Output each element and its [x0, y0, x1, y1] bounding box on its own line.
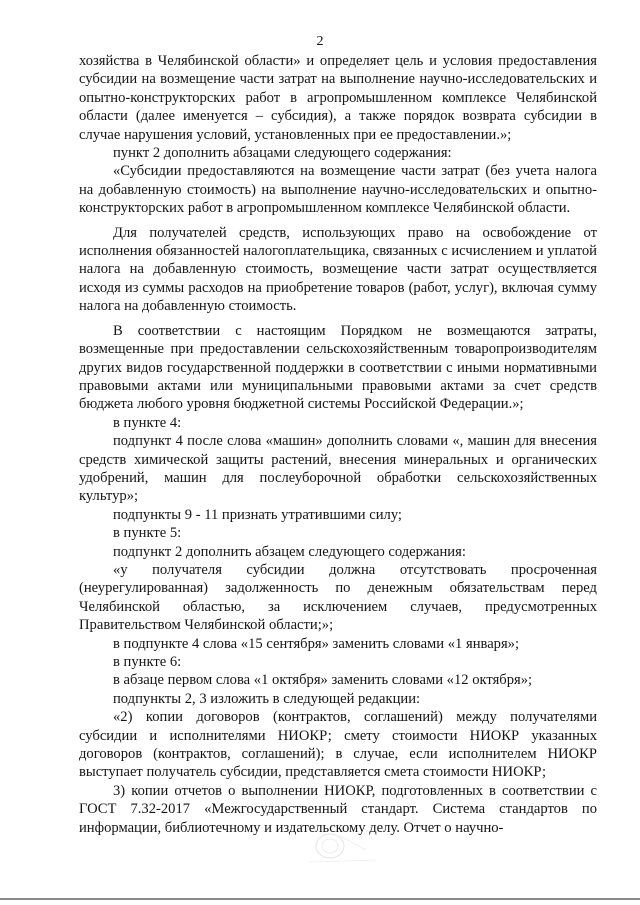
paragraph-subpoint-4-machines: подпункт 4 после слова «машин» дополнить словами «, машин для внесения средств химической защиты растений, внесения минеральных и органических удобрений, машин для послеуборочной обработки сельскохозяйственных культур»; [79, 433, 597, 505]
paragraph-subpoints-2-3: подпункты 2, 3 изложить в следующей редакции: [113, 690, 421, 707]
paragraph-subsidy-purpose: «Субсидии предоставляются на возмещение части затрат (без учета налога на добавленную стоимость) на выполнение научно-исследовательских и опытно-конструкторских работ в агропромышленном комплексе Челябинской области. [79, 163, 597, 217]
paragraph-point-4: в пункте 4: [113, 414, 182, 431]
paragraph-continuation: хозяйства в Челябинской области» и определяет цель и условия предоставления субсидии на возмещение части затрат на выполнение научно-исследовательских и опытно-конструкторских работ в агропромышленном комплексе Челябинской области (далее именуется – субсидия), а также порядок возврата субсидии в случае нарушения условий, установленных при ее предоставлении.»; [79, 53, 597, 143]
paragraph-subpoint-2-addition: подпункт 2 дополнить абзацем следующего содержания: [113, 543, 466, 560]
paragraph-point-6: в пункте 6: [113, 654, 182, 670]
seal-stamp-image [296, 826, 392, 870]
paragraph-report-copies: 3) копии отчетов о выполнении НИОКР, подготовленных в соответствии с ГОСТ 7.32-2017 «Межгосударственный стандарт. Система стандартов по информации, библиотечному и издательскому делу. Отчет о научно- [79, 782, 597, 836]
paragraph-first-abstract-dates: в абзаце первом слова «1 октября» заменить словами «12 октября»; [113, 672, 533, 689]
paragraph-debt-condition: «у получателя субсидии должна отсутствовать просроченная (неурегулированная) задолженность по денежным обязательствам перед Челябинской областью, за исключением случаев, предусмотренных Правительством Челябинской области;»; [79, 561, 597, 634]
paragraph-subpoints-9-11: подпункты 9 - 11 признать утратившими силу; [113, 506, 402, 523]
document-body [79, 52, 597, 837]
paragraph-contract-copies: «2) копии договоров (контрактов, соглашений) между получателями субсидии и исполнителями НИОКР; смету стоимости НИОКР указанных договоров (контрактов, соглашений); в случае, если исполнителем НИОКР выступает получатель субсидии, представляется смета стоимости НИОКР; [79, 709, 597, 781]
page-number: 2 [316, 34, 324, 49]
paragraph-tax-exemption: Для получателей средств, использующих право на освобождение от исполнения обязанностей налогоплательщика, связанных с исчислением и уплатой налога на добавленную стоимость, возмещение части затрат осуществляется исходя из суммы расходов на приобретение товаров (работ, услуг), включая сумму налога на добавленную стоимость. [79, 224, 597, 315]
paragraph-subpoint-4-dates: в подпункте 4 слова «15 сентября» заменить словами «1 января»; [113, 635, 520, 652]
page-bottom-edge [0, 898, 640, 900]
paragraph-point-5: в пункте 5: [113, 525, 182, 542]
paragraph-non-reimbursable: В соответствии с настоящим Порядком не возмещаются затраты, возмещенные при предоставлении сельскохозяйственным товаропроизводителям других видов государственной поддержки в соответствии с иными нормативными правовыми актами или муниципальными правовыми актами за счет средств бюджета любого уровня бюджетной системы Российской Федерации.»; [79, 322, 597, 413]
paragraph-point-2: пункт 2 дополнить абзацами следующего содержания: [113, 145, 452, 162]
